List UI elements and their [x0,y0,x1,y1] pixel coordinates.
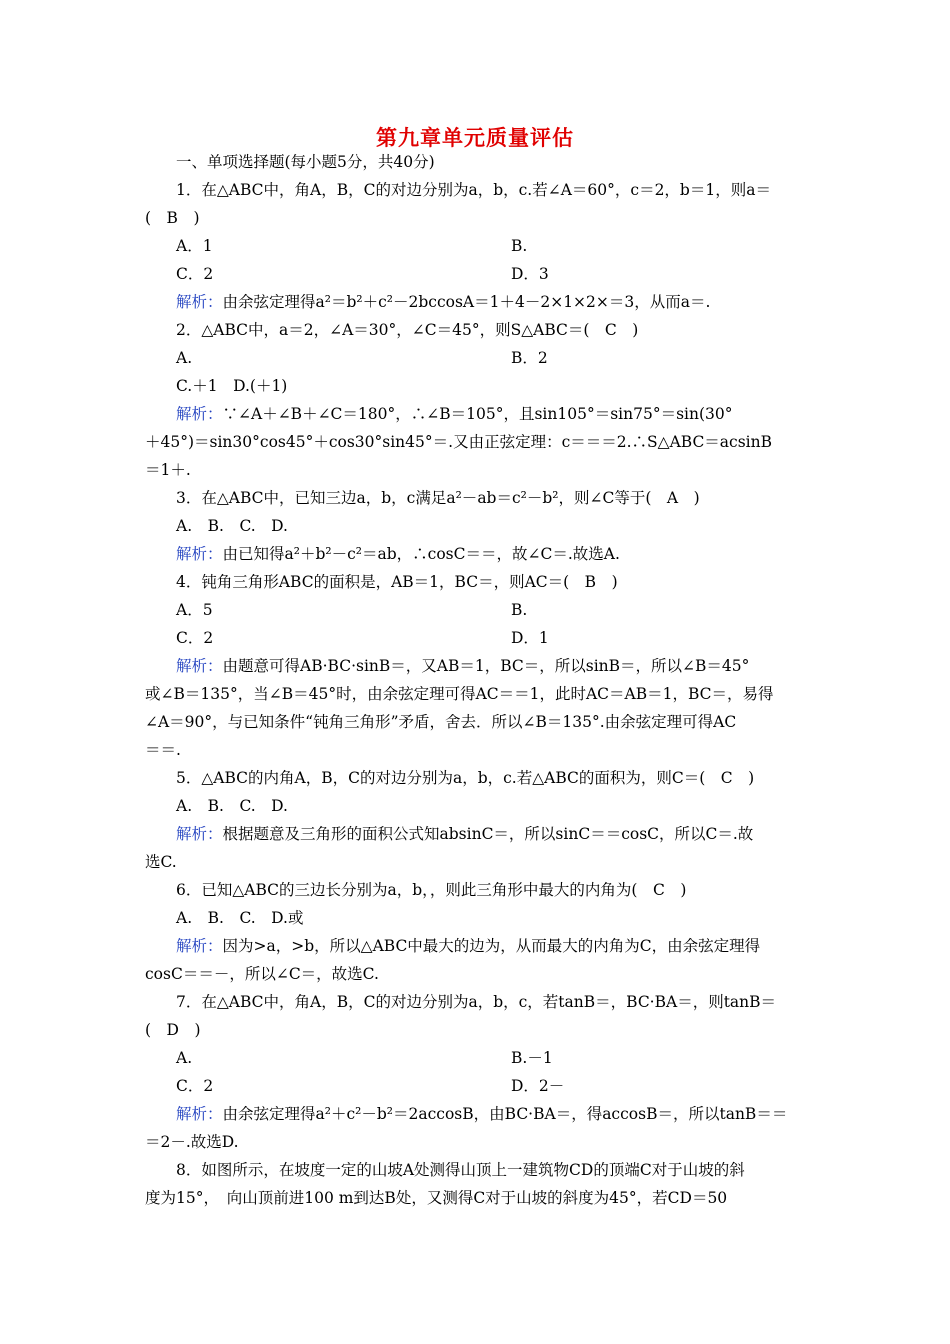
q3-solution [176,544,620,564]
q7-stem: 7．在△ABC中，角A，B，C的对边分别为a，b，c，若tanB＝，BC·BA＝，则tanB＝ [176,993,777,1011]
q2-solution [176,404,732,424]
q1-option-b: B. [511,237,528,255]
q2-option-b: B．2 [511,349,548,367]
q5-solution-text: 根据题意及三角形的面积公式知absinC＝，所以sinC＝＝cosC，所以C＝.故 [222,825,754,843]
q7-option-c: C．2 [176,1077,214,1095]
q1-option-a: A．1 [176,237,213,255]
q2-solution-line3: ＝1＋. [145,461,191,479]
q6-options: A. B. C. D.或 [176,909,304,927]
q3-options: A. B. C. D. [176,517,288,535]
q5-stem: 5．△ABC的内角A，B，C的对边分别为a，b，c.若△ABC的面积为，则C＝( C ) [176,769,755,787]
q6-solution-text: 因为>a，>b，所以△ABC中最大的边为，从而最大的内角为C，由余弦定理得 [222,937,761,955]
q4-solution-text: 由题意可得AB·BC·sinB＝，又AB＝1，BC＝，所以sinB＝，所以∠B＝45° [222,657,750,675]
analysis-label: 解析： [176,293,223,311]
q7-option-a: A. [176,1049,193,1067]
q4-option-c: C．2 [176,629,214,647]
q2-options-cd: C.＋1 D.(＋1) [176,377,288,395]
analysis-label: 解析： [176,825,223,843]
q1-answer: ( B ) [145,209,200,227]
q7-solution-text: 由余弦定理得a²＋c²－b²＝2accosB，由BC·BA＝，得accosB＝，所以tanB＝＝ [222,1105,788,1123]
q6-stem: 6．已知△ABC的三边长分别为a，b，，则此三角形中最大的内角为( C ) [176,881,687,899]
q2-option-a: A. [176,349,193,367]
q4-solution-line4: ＝＝. [145,741,181,759]
q6-solution-line2: cosC＝＝－，所以∠C＝，故选C. [145,965,379,983]
q4-solution-line2: 或∠B＝135°，当∠B＝45°时，由余弦定理可得AC＝＝1，此时AC＝AB＝1，BC＝，易得 [145,685,774,703]
analysis-label: 解析： [176,937,223,955]
q3-solution-text: 由已知得a²＋b²－c²＝ab，∴cosC＝＝，故∠C＝.故选A. [222,545,620,563]
section-heading: 一、单项选择题(每小题5分，共40分) [176,153,435,171]
analysis-label: 解析： [176,1105,223,1123]
q4-option-b: B. [511,601,528,619]
q1-stem: 1．在△ABC中，角A，B，C的对边分别为a，b，c.若∠A＝60°，c＝2，b＝1，则a＝ [176,181,771,199]
q4-solution-line3: ∠A＝90°，与已知条件“钝角三角形”矛盾，舍去．所以∠B＝135°.由余弦定理可得AC [145,713,737,731]
page-title: 第九章单元质量评估 [376,125,574,150]
q2-stem: 2．△ABC中，a＝2，∠A＝30°，∠C＝45°，则S△ABC＝( C ) [176,321,639,339]
q8-stem-line2: 度为15°， 向山顶前进100 m到达B处，又测得C对于山坡的斜度为45°，若CD＝50 [145,1189,728,1207]
q4-stem: 4．钝角三角形ABC的面积是，AB＝1，BC＝，则AC＝( B ) [176,573,618,591]
analysis-label: 解析： [176,657,223,675]
q8-stem: 8．如图所示，在坡度一定的山坡A处测得山顶上一建筑物CD的顶端C对于山坡的斜 [176,1161,745,1179]
analysis-label: 解析： [176,405,223,423]
q2-solution-line2: ＋45°)＝sin30°cos45°＋cos30°sin45°＝.又由正弦定理：c＝＝＝2.∴S△ABC＝acsinB [145,433,773,451]
q7-option-d: D．2－ [511,1077,565,1095]
q7-option-b: B.－1 [511,1049,553,1067]
q7-solution [176,1104,787,1124]
q5-solution [176,824,753,844]
q4-solution [176,656,749,676]
analysis-label: 解析： [176,545,223,563]
q3-stem: 3．在△ABC中，已知三边a，b，c满足a²－ab＝c²－b²，则∠C等于( A ) [176,489,700,507]
q1-option-d: D．3 [511,265,549,283]
q5-options: A. B. C. D. [176,797,288,815]
q1-option-c: C．2 [176,265,214,283]
q4-option-a: A．5 [176,601,213,619]
q7-answer: ( D ) [145,1021,201,1039]
q6-solution [176,936,760,956]
q4-option-d: D．1 [511,629,549,647]
q5-solution-line2: 选C. [145,853,177,871]
q2-solution-text: ∵∠A＋∠B＋∠C＝180°，∴∠B＝105°，且sin105°＝sin75°＝sin(30° [222,405,733,423]
q7-solution-line2: ＝2－.故选D. [145,1133,239,1151]
q1-solution [176,292,710,312]
q1-solution-text: 由余弦定理得a²＝b²＋c²－2bccosA＝1＋4－2×1×2×＝3，从而a＝. [222,293,711,311]
